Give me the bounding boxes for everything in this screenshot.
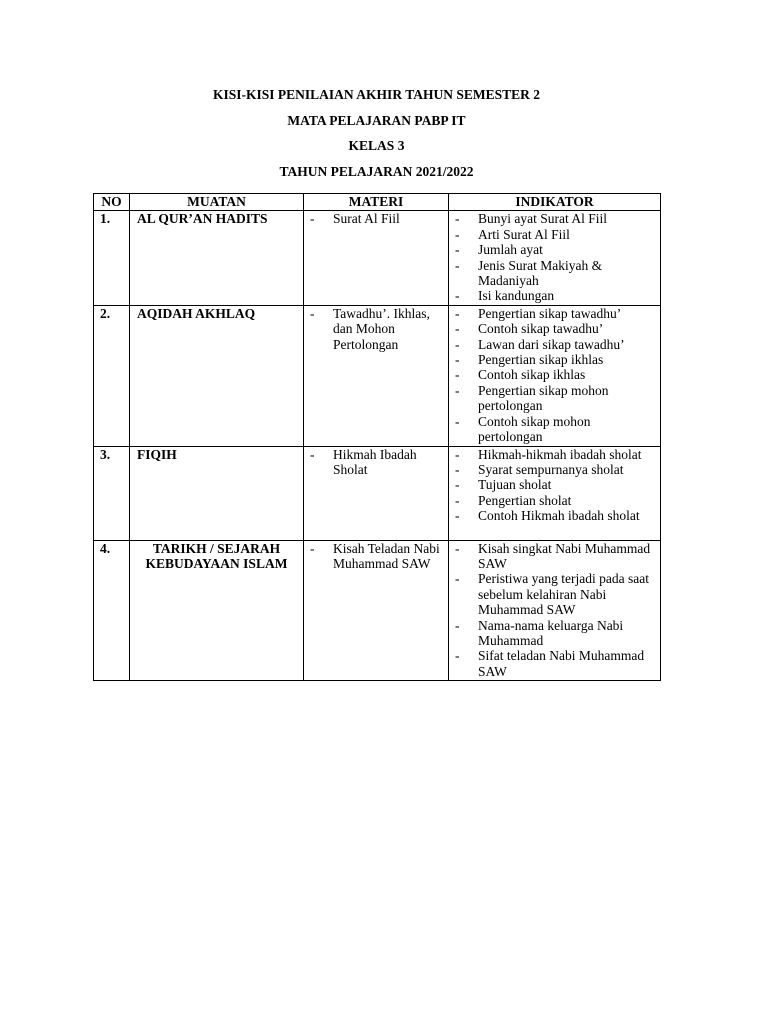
row-indikator bbox=[449, 305, 661, 446]
column-header-materi: MATERI bbox=[304, 194, 449, 211]
indikator-item: - Pengertian sholat bbox=[449, 493, 660, 508]
kisi-kisi-table bbox=[93, 193, 661, 681]
row-indikator bbox=[449, 446, 661, 540]
row-materi bbox=[304, 305, 449, 446]
materi-item: - Kisah Teladan Nabi Muhammad SAW bbox=[304, 541, 448, 572]
table-header-row bbox=[94, 194, 661, 211]
row-muatan: AQIDAH AKHLAQ bbox=[130, 305, 304, 446]
header-subject: MATA PELAJARAN PABP IT bbox=[287, 112, 466, 128]
header-class: KELAS 3 bbox=[348, 138, 405, 153]
table-row bbox=[94, 305, 661, 446]
header-year: TAHUN PELAJARAN 2021/2022 bbox=[279, 163, 474, 179]
indikator-item: - Arti Surat Al Fiil bbox=[449, 227, 660, 242]
indikator-item: - Nama-nama keluarga Nabi Muhammad bbox=[449, 618, 660, 649]
table-row bbox=[94, 540, 661, 681]
table-row bbox=[94, 211, 661, 305]
indikator-item: - Lawan dari sikap tawadhu’ bbox=[449, 337, 660, 352]
row-number: 2. bbox=[94, 305, 130, 446]
indikator-item: - Pengertian sikap ikhlas bbox=[449, 352, 660, 367]
indikator-item: - Contoh sikap mohon pertolongan bbox=[449, 414, 660, 445]
indikator-item: - Jumlah ayat bbox=[449, 242, 660, 257]
indikator-item: - Contoh sikap tawadhu’ bbox=[449, 321, 660, 336]
row-materi bbox=[304, 540, 449, 681]
materi-item: - Tawadhu’. Ikhlas, dan Mohon Pertolongan bbox=[304, 306, 448, 352]
indikator-item: - Tujuan sholat bbox=[449, 477, 660, 492]
row-muatan: FIQIH bbox=[130, 446, 304, 540]
materi-item: - Hikmah Ibadah Sholat bbox=[304, 447, 448, 478]
row-materi bbox=[304, 446, 449, 540]
indikator-item: - Peristiwa yang terjadi pada saat sebelum kelahiran Nabi Muhammad SAW bbox=[449, 571, 660, 617]
document-header bbox=[93, 86, 660, 188]
row-indikator bbox=[449, 211, 661, 305]
indikator-item: - Contoh Hikmah ibadah sholat bbox=[449, 508, 660, 523]
indikator-item: - Sifat teladan Nabi Muhammad SAW bbox=[449, 648, 660, 679]
header-title: KISI-KISI PENILAIAN AKHIR TAHUN SEMESTER 2 bbox=[213, 87, 540, 102]
materi-item: - Surat Al Fiil bbox=[304, 211, 448, 226]
column-header-indikator: INDIKATOR bbox=[449, 194, 661, 211]
row-number: 3. bbox=[94, 446, 130, 540]
indikator-item: - Syarat sempurnanya sholat bbox=[449, 462, 660, 477]
indikator-item: - Pengertian sikap mohon pertolongan bbox=[449, 383, 660, 414]
row-number: 1. bbox=[94, 211, 130, 305]
indikator-item: - Hikmah-hikmah ibadah sholat bbox=[449, 447, 660, 462]
indikator-item: - Kisah singkat Nabi Muhammad SAW bbox=[449, 541, 660, 572]
row-materi bbox=[304, 211, 449, 305]
indikator-item: - Isi kandungan bbox=[449, 288, 660, 303]
row-indikator bbox=[449, 540, 661, 681]
column-header-muatan: MUATAN bbox=[130, 194, 304, 211]
indikator-item: - Pengertian sikap tawadhu’ bbox=[449, 306, 660, 321]
row-number: 4. bbox=[94, 540, 130, 681]
row-muatan: AL QUR’AN HADITS bbox=[130, 211, 304, 305]
indikator-item: - Contoh sikap ikhlas bbox=[449, 367, 660, 382]
indikator-item: - Jenis Surat Makiyah & Madaniyah bbox=[449, 258, 660, 289]
row-muatan: TARIKH / SEJARAH KEBUDAYAAN ISLAM bbox=[130, 540, 304, 681]
column-header-no: NO bbox=[94, 194, 130, 211]
table-row bbox=[94, 446, 661, 540]
indikator-item: - Bunyi ayat Surat Al Fiil bbox=[449, 211, 660, 226]
